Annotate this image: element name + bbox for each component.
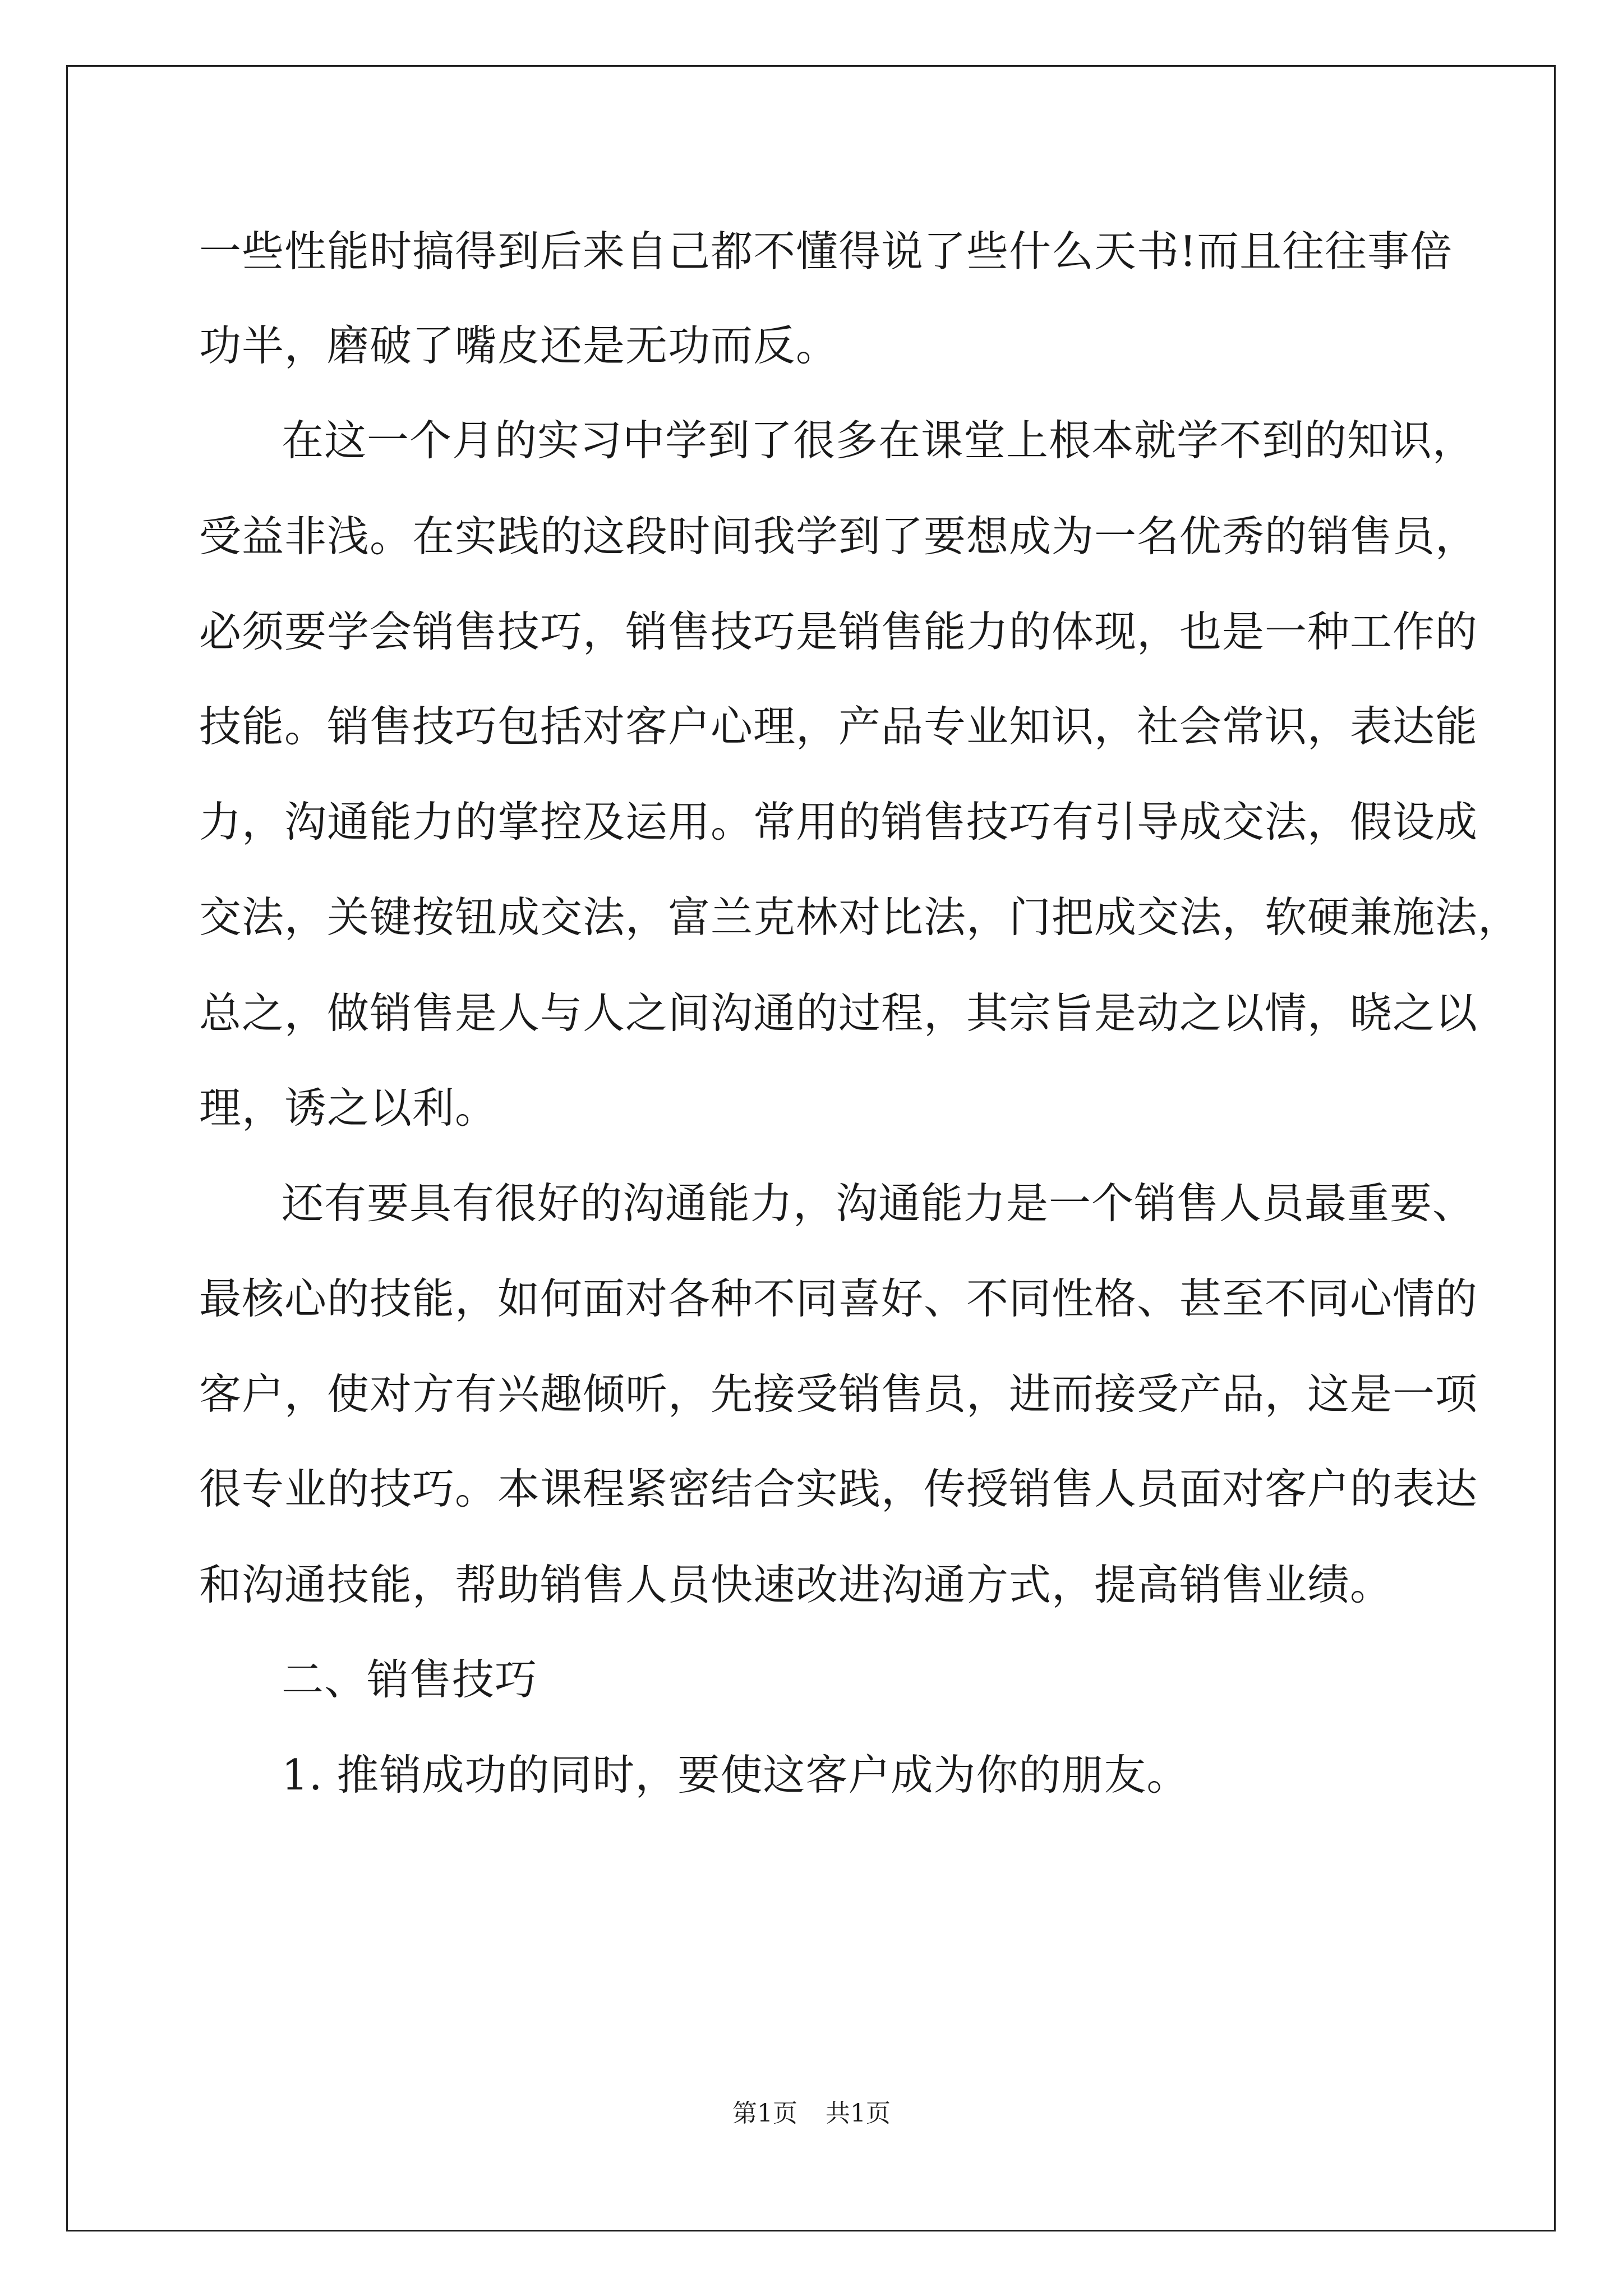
paragraph-2-line-8: 理，诱之以利。 bbox=[199, 1083, 498, 1133]
section-heading: 二、销售技巧 bbox=[282, 1655, 538, 1704]
page-footer bbox=[0, 2097, 1623, 2131]
paragraph-2-line-1: 在这一个月的实习中学到了很多在课堂上根本就学不到的知识， bbox=[282, 416, 1476, 465]
paragraph-3-line-1: 还有要具有很好的沟通能力，沟通能力是一个销售人员最重要、 bbox=[282, 1179, 1476, 1228]
page-number: 第1页 bbox=[732, 2099, 797, 2128]
paragraph-2-line-7: 总之，做销售是人与人之间沟通的过程，其宗旨是动之以情，晓之以 bbox=[199, 988, 1478, 1038]
list-item-1: 1. 推销成功的同时，要使这客户成为你的朋友。 bbox=[282, 1750, 1189, 1800]
paragraph-1-line-2: 功半，磨破了嘴皮还是无功而反。 bbox=[199, 321, 839, 370]
paragraph-3-line-5: 和沟通技能，帮助销售人员快速改进沟通方式，提高销售业绩。 bbox=[199, 1560, 1393, 1609]
paragraph-1-line-1: 一些性能时搞得到后来自己都不懂得说了些什么天书!而且往往事倍 bbox=[199, 227, 1453, 276]
paragraph-3-line-4: 很专业的技巧。本课程紧密结合实践，传授销售人员面对客户的表达 bbox=[199, 1464, 1478, 1513]
paragraph-2-line-4: 技能。销售技巧包括对客户心理，产品专业知识，社会常识，表达能 bbox=[199, 702, 1478, 751]
page-total: 共1页 bbox=[826, 2099, 891, 2128]
paragraph-2-line-2: 受益非浅。在实践的这段时间我学到了要想成为一名优秀的销售员， bbox=[199, 512, 1478, 561]
paragraph-2-line-6: 交法，关键按钮成交法，富兰克林对比法，门把成交法，软硬兼施法， bbox=[199, 892, 1521, 942]
page-border bbox=[66, 65, 1556, 2231]
paragraph-3-line-2: 最核心的技能，如何面对各种不同喜好、不同性格、甚至不同心情的 bbox=[199, 1274, 1478, 1323]
paragraph-3-line-3: 客户，使对方有兴趣倾听，先接受销售员，进而接受产品，这是一项 bbox=[199, 1369, 1478, 1419]
paragraph-2-line-5: 力，沟通能力的掌控及运用。常用的销售技巧有引导成交法，假设成 bbox=[199, 797, 1478, 846]
paragraph-2-line-3: 必须要学会销售技巧，销售技巧是销售能力的体现，也是一种工作的 bbox=[199, 607, 1478, 656]
